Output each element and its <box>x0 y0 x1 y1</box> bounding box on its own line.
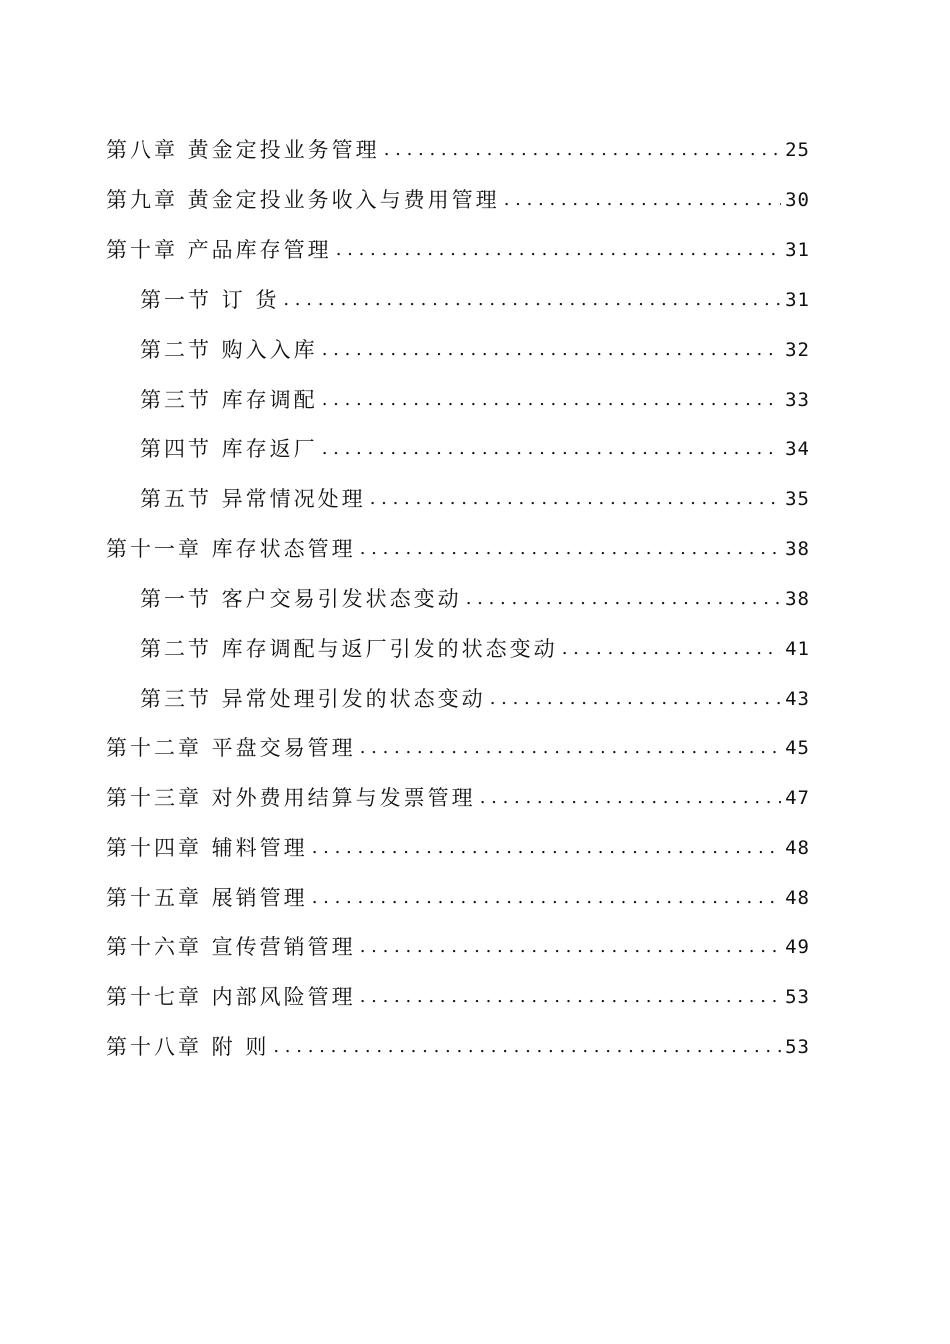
toc-dot-leader <box>504 183 781 217</box>
toc-entry-title: 第二节 库存调配与返厂引发的状态变动 <box>140 637 558 661</box>
toc-entry-title: 第三节 库存调配 <box>140 388 318 412</box>
toc-dot-leader <box>283 283 781 317</box>
toc-entry-title: 第九章 黄金定投业务收入与费用管理 <box>106 188 500 212</box>
toc-entry[interactable] <box>106 731 810 765</box>
toc-entry-title: 第十六章 宣传营销管理 <box>106 935 356 959</box>
toc-dot-leader <box>490 682 781 716</box>
toc-entry-page: 31 <box>785 289 810 311</box>
toc-entry-page: 38 <box>785 588 810 610</box>
toc-entry[interactable] <box>140 482 810 516</box>
toc-entry-page: 48 <box>785 837 810 859</box>
toc-entry-title: 第十五章 展销管理 <box>106 886 308 910</box>
toc-entry[interactable] <box>140 682 810 716</box>
toc-entry-page: 43 <box>785 688 810 710</box>
toc-entry[interactable] <box>140 632 810 666</box>
toc-entry-title: 第一节 订 货 <box>140 288 280 312</box>
toc-entry-page: 32 <box>785 339 810 361</box>
toc-entry[interactable] <box>106 781 810 815</box>
toc-entry-page: 53 <box>785 986 810 1008</box>
toc-entry-title: 第三节 异常处理引发的状态变动 <box>140 687 486 711</box>
toc-entry-title: 第十一章 库存状态管理 <box>106 537 356 561</box>
toc-entry-title: 第十三章 对外费用结算与发票管理 <box>106 786 476 810</box>
toc-dot-leader <box>370 482 781 516</box>
toc-dot-leader <box>312 881 781 915</box>
toc-entry-title: 第四节 库存返厂 <box>140 437 318 461</box>
toc-entry-page: 31 <box>785 239 810 261</box>
toc-dot-leader <box>336 233 781 267</box>
toc-entry-page: 45 <box>785 737 810 759</box>
toc-dot-leader <box>562 632 781 666</box>
toc-dot-leader <box>360 532 781 566</box>
toc-entry-page: 41 <box>785 638 810 660</box>
toc-entry[interactable] <box>106 930 810 964</box>
toc-dot-leader <box>322 432 781 466</box>
toc-entry-page: 33 <box>785 389 810 411</box>
toc-entry-page: 30 <box>785 189 810 211</box>
toc-entry-title: 第十章 产品库存管理 <box>106 238 332 262</box>
toc-entry-page: 48 <box>785 887 810 909</box>
toc-entry-page: 47 <box>785 787 810 809</box>
toc-entry[interactable] <box>106 831 810 865</box>
toc-entry[interactable] <box>106 133 810 167</box>
toc-entry-title: 第十八章 附 则 <box>106 1035 270 1059</box>
toc-entry-page: 25 <box>785 139 810 161</box>
toc-entry[interactable] <box>140 333 810 367</box>
toc-dot-leader <box>273 1030 781 1064</box>
toc-entry[interactable] <box>106 881 810 915</box>
toc-entry-title: 第八章 黄金定投业务管理 <box>106 138 380 162</box>
toc-entry-page: 38 <box>785 538 810 560</box>
toc-dot-leader <box>360 930 781 964</box>
toc-entry-title: 第十二章 平盘交易管理 <box>106 736 356 760</box>
toc-entry-title: 第十七章 内部风险管理 <box>106 985 356 1009</box>
toc-entry[interactable] <box>140 582 810 616</box>
toc-entry[interactable] <box>106 980 810 1014</box>
toc-entry[interactable] <box>106 532 810 566</box>
toc-entry[interactable] <box>106 1030 810 1064</box>
toc-entry-title: 第五节 异常情况处理 <box>140 487 366 511</box>
toc-entry[interactable] <box>140 283 810 317</box>
toc-dot-leader <box>480 781 781 815</box>
toc-dot-leader <box>360 731 781 765</box>
toc-dot-leader <box>360 980 781 1014</box>
toc-entry-title: 第十四章 辅料管理 <box>106 836 308 860</box>
toc-dot-leader <box>312 831 781 865</box>
toc-entry-title: 第一节 客户交易引发状态变动 <box>140 587 462 611</box>
toc-entry-page: 34 <box>785 438 810 460</box>
toc-entry[interactable] <box>106 183 810 217</box>
toc-dot-leader <box>466 582 781 616</box>
toc-dot-leader <box>322 383 781 417</box>
toc-entry[interactable] <box>106 233 810 267</box>
toc-entry-title: 第二节 购入入库 <box>140 338 318 362</box>
toc-entry[interactable] <box>140 432 810 466</box>
toc-entry-page: 49 <box>785 936 810 958</box>
toc-dot-leader <box>384 133 781 167</box>
toc-entry[interactable] <box>140 383 810 417</box>
toc-dot-leader <box>322 333 781 367</box>
toc-entry-page: 35 <box>785 488 810 510</box>
toc-entry-page: 53 <box>785 1036 810 1058</box>
